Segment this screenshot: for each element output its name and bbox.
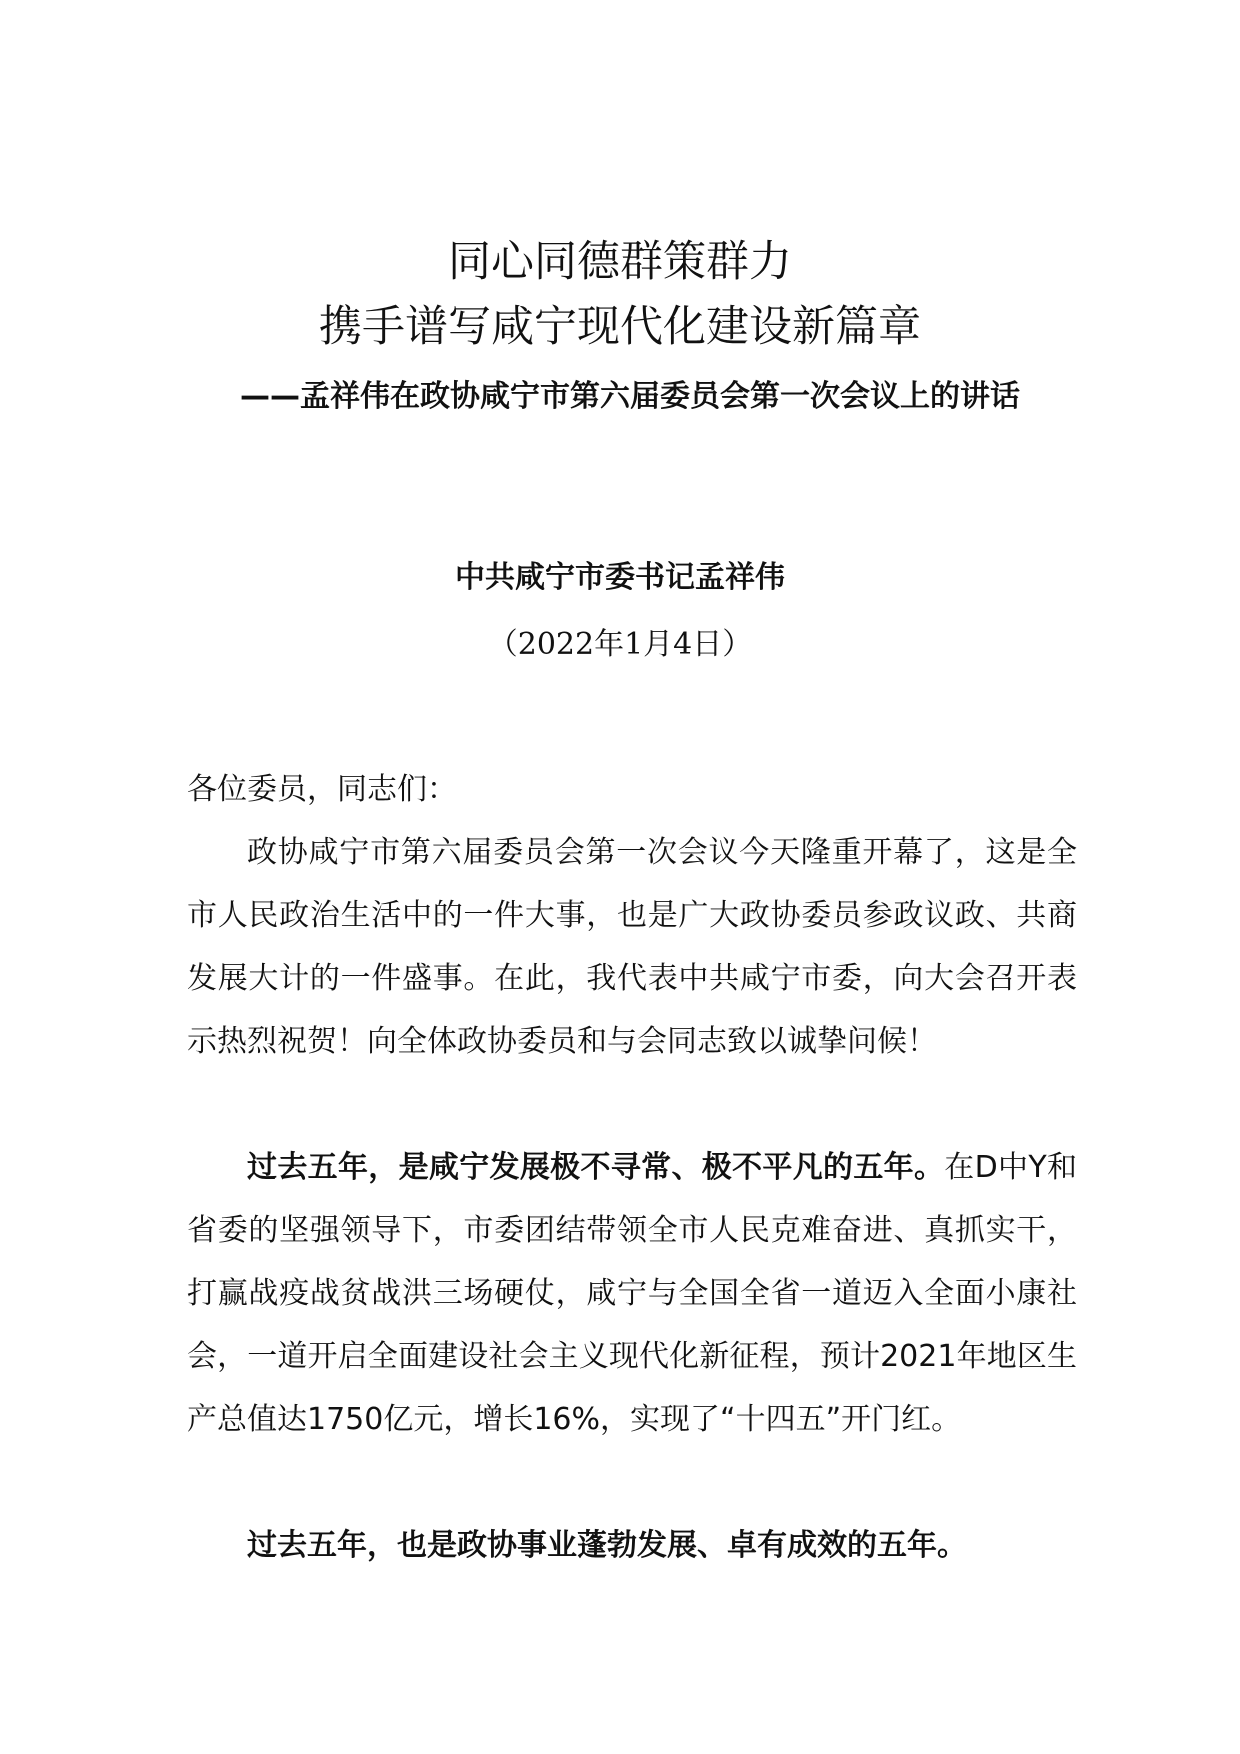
title-line-2: 携手谱写咸宁现代化建设新篇章: [319, 302, 921, 352]
subtitle: ——孟祥伟在政协咸宁市第六届委员会第一次会议上的讲话: [240, 379, 1020, 414]
paragraph-3: [187, 1514, 1077, 1577]
paragraph-2: [187, 1136, 1077, 1451]
author-line: 中共咸宁市委书记孟祥伟: [455, 560, 785, 595]
title-line-1: 同心同德群策群力: [448, 237, 792, 287]
date-line: （2022年1月4日）: [487, 627, 753, 662]
greeting: 各位委员，同志们：: [187, 772, 457, 807]
paragraph-2-lead: 过去五年，是咸宁发展极不寻常、极不平凡的五年。: [247, 1150, 945, 1185]
paragraph-3-lead: 过去五年，也是政协事业蓬勃发展、卓有成效的五年。: [247, 1528, 967, 1563]
paragraph-2-body: 在D中Y和省委的坚强领导下，市委团结带领全市人民克难奋进、真抓实干，打赢战疫战贫战洪三场硬仗，咸宁与全国全省一道迈入全面小康社会，一道开启全面建设社会主义现代化新征程，预计2021年地区生产总值达1750亿元，增长16%，实现了“十四五”开门红。: [187, 1150, 1077, 1437]
paragraph-1: 政协咸宁市第六届委员会第一次会议今天隆重开幕了，这是全市人民政治生活中的一件大事，也是广大政协委员参政议政、共商发展大计的一件盛事。在此，我代表中共咸宁市委，向大会召开表示热烈祝贺！向全体政协委员和与会同志致以诚挚问候！: [187, 835, 1077, 1059]
